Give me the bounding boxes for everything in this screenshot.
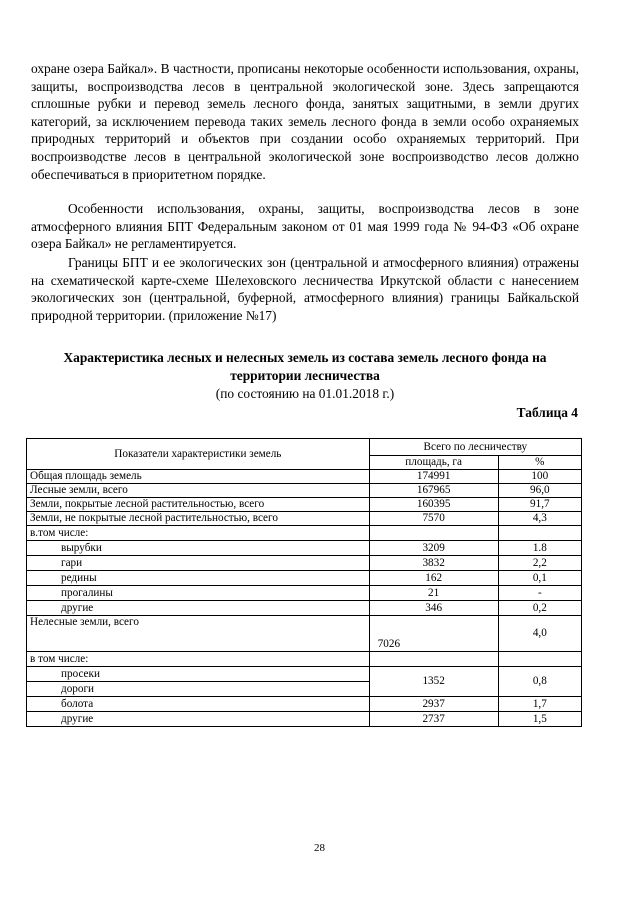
table-row-label: другие xyxy=(27,601,370,616)
table-row-area: 3209 xyxy=(369,541,498,556)
table-row-label: гари xyxy=(27,556,370,571)
table-row-label: в том числе: xyxy=(27,652,370,667)
table-row-label: Общая площадь земель xyxy=(27,470,370,484)
header-indicators: Показатели характеристики земель xyxy=(27,439,370,470)
table-row-percent: 1,5 xyxy=(498,712,581,727)
table-row-area: 167965 xyxy=(369,484,498,498)
table-row-percent: - xyxy=(498,586,581,601)
table-row-area: 7570 xyxy=(369,512,498,526)
section-heading: Характеристика лесных и нелесных земель из состава земель лесного фонда на территории лесничества xyxy=(63,350,547,383)
table-row-area: 1352 xyxy=(369,667,498,697)
table-row-percent: 1.8 xyxy=(498,541,581,556)
table-row-area: 3832 xyxy=(369,556,498,571)
header-total-forestry: Всего по лесничеству xyxy=(369,439,581,456)
table-row-area: 162 xyxy=(369,571,498,586)
table-row-area xyxy=(369,652,498,667)
table-row-percent: 2,2 xyxy=(498,556,581,571)
table-row-label: Земли, не покрытые лесной растительностью, всего xyxy=(27,512,370,526)
table-row-label: в.том числе: xyxy=(27,526,370,541)
table-row-area: 21 xyxy=(369,586,498,601)
table-row-area: 174991 xyxy=(369,470,498,484)
table-row-label: вырубки xyxy=(27,541,370,556)
table-row-label: дороги xyxy=(27,682,370,697)
table-row-percent: 0,8 xyxy=(498,667,581,697)
table-row-area: 2737 xyxy=(369,712,498,727)
table-row-label: другие xyxy=(27,712,370,727)
table-row-percent: 96,0 xyxy=(498,484,581,498)
table-row-percent: 0,1 xyxy=(498,571,581,586)
table-row-label: болота xyxy=(27,697,370,712)
table-row-area: 7026 xyxy=(369,616,498,652)
paragraph-2: Особенности использования, охраны, защиты, воспроизводства лесов в зоне атмосферного влияния БПТ Федеральным законом от 01 мая 1999 года № 94-ФЗ «Об охране озера Байкал» не регламентируется. xyxy=(31,201,579,252)
paragraph-1: охране озера Байкал». В частности, прописаны некоторые особенности использования, охраны, защиты, воспроизводства лесов в центральной экологической зоне. Здесь запрещаются сплошные рубки и перевод земель лесного фонда, занятых защитными, в земли других категорий, за исключением перевода таких земель лесного фонда в земли особо охраняемых природных территорий и объектов при создании особо охраняемых территорий. При воспроизводстве лесов в центральной экологической зоне воспроизводство лесов должно обеспечиваться в приоритетном порядке. xyxy=(31,61,579,182)
table-row-percent: 4,0 xyxy=(498,616,581,652)
table-row-label: редины xyxy=(27,571,370,586)
table-row-percent: 91,7 xyxy=(498,498,581,512)
table-row-label: прогалины xyxy=(27,586,370,601)
table-row-area: 2937 xyxy=(369,697,498,712)
table-row-percent: 1,7 xyxy=(498,697,581,712)
table-row-percent: 100 xyxy=(498,470,581,484)
header-area: площадь, га xyxy=(369,456,498,470)
table-row-label: просеки xyxy=(27,667,370,682)
table-row-percent xyxy=(498,652,581,667)
land-characteristics-table xyxy=(26,438,582,727)
page-number: 28 xyxy=(314,842,325,854)
table-row-label: Лесные земли, всего xyxy=(27,484,370,498)
paragraph-3: Границы БПТ и ее экологических зон (центральной и атмосферного влияния) отражены на схематической карте-схеме Шелеховского лесничества Иркутской области с нанесением экологических зон (центральной, буферной, атмосферного влияния) границы Байкальской природной территории. (приложение №17) xyxy=(31,255,579,323)
table-label: Таблица 4 xyxy=(516,405,578,420)
table-row-area: 346 xyxy=(369,601,498,616)
table-row-percent: 4,3 xyxy=(498,512,581,526)
table-row-label: Земли, покрытые лесной растительностью, всего xyxy=(27,498,370,512)
header-percent: % xyxy=(498,456,581,470)
table-row-label: Нелесные земли, всего xyxy=(27,616,370,652)
table-row-percent xyxy=(498,526,581,541)
table-row-area xyxy=(369,526,498,541)
table-row-area: 160395 xyxy=(369,498,498,512)
as-of-date: (по состоянию на 01.01.2018 г.) xyxy=(215,386,395,401)
table-row-percent: 0,2 xyxy=(498,601,581,616)
